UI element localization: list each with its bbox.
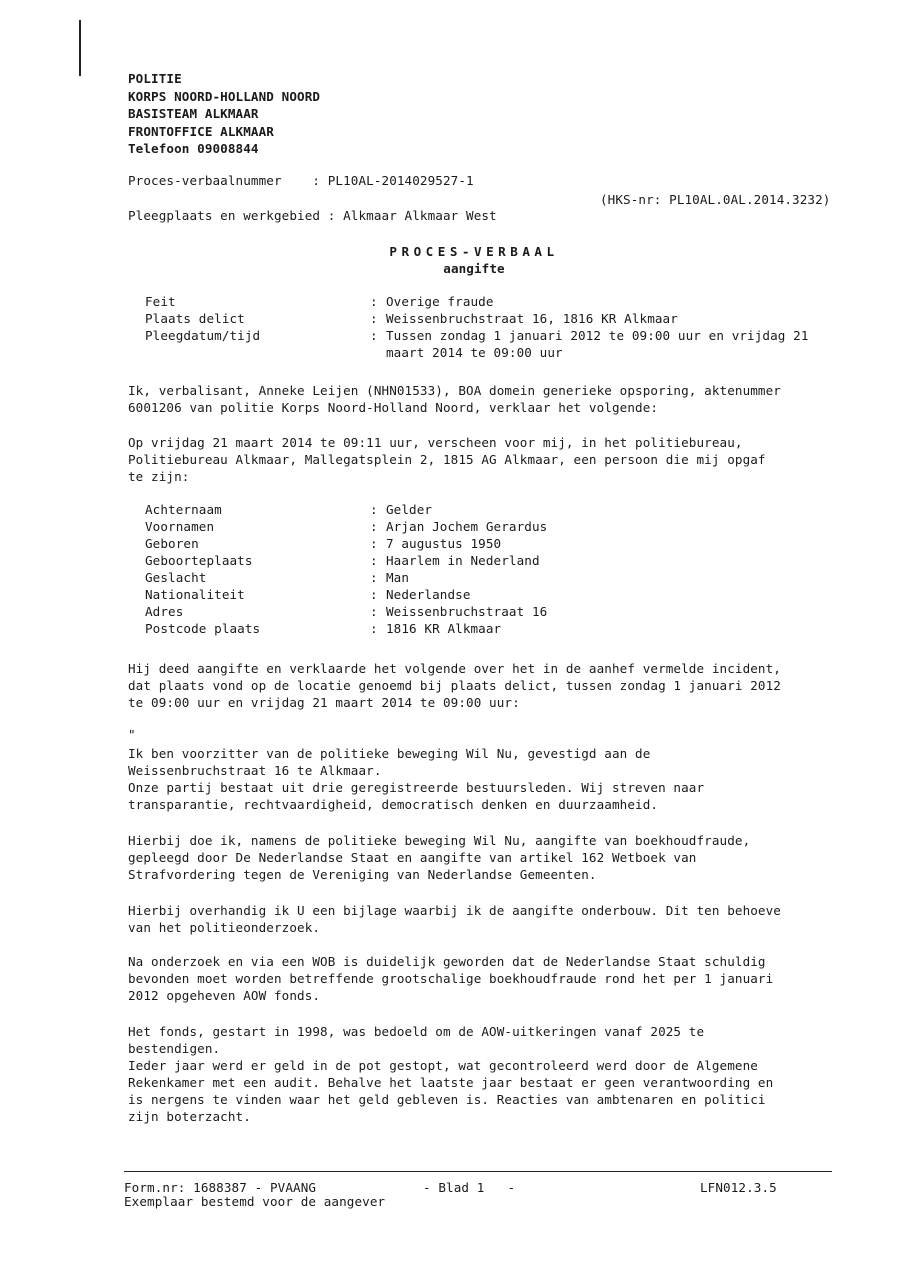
opening-quote-mark: " bbox=[128, 727, 136, 742]
person-label: Geboren bbox=[145, 536, 199, 551]
person-value: 7 augustus 1950 bbox=[386, 536, 502, 551]
colon-separator: : bbox=[370, 604, 378, 619]
person-value: Gelder bbox=[386, 502, 433, 517]
letterhead-line: FRONTOFFICE ALKMAAR bbox=[128, 123, 274, 139]
document-title: PROCES-VERBAAL bbox=[389, 244, 559, 259]
person-value: Haarlem in Nederland bbox=[386, 553, 540, 568]
person-row bbox=[145, 501, 841, 518]
colon-separator: : bbox=[370, 519, 378, 534]
person-label: Adres bbox=[145, 604, 184, 619]
fact-label: Pleegdatum/tijd bbox=[145, 328, 261, 343]
letterhead-line: Telefoon 09008844 bbox=[128, 141, 259, 156]
person-value: 1816 KR Alkmaar bbox=[386, 621, 502, 636]
fact-value: Overige fraude bbox=[386, 294, 494, 309]
colon-separator: : bbox=[370, 328, 378, 343]
letterhead-line: POLITIE bbox=[128, 71, 182, 86]
person-row bbox=[145, 620, 841, 637]
person-details bbox=[145, 501, 841, 637]
pleegplaats: Pleegplaats en werkgebied : Alkmaar Alkmaar West bbox=[128, 208, 497, 223]
form-code: LFN012.3.5 bbox=[700, 1180, 777, 1195]
document-subtitle: aangifte bbox=[443, 261, 505, 276]
intro-paragraph: Ik, verbalisant, Anneke Leijen (NHN01533), BOA domein generieke opsporing, aktenummer 6001206 van politie Korps Noord-Holland Noord, verklaar het volgende: bbox=[128, 383, 781, 415]
colon-separator: : bbox=[370, 311, 378, 326]
footer-divider bbox=[124, 1171, 832, 1172]
statement-paragraph: Ik ben voorzitter van de politieke beweging Wil Nu, gevestigd aan de Weissenbruchstraat 16 te Alkmaar. Onze partij bestaat uit drie geregistreerde bestuursleden. Wij streven naar transparantie, rechtvaardigheid, democratisch denken en duurzaamheid. bbox=[128, 746, 705, 812]
statement-paragraph: Hierbij overhandig ik U een bijlage waarbij ik de aangifte onderbouw. Dit ten behoeve van het politieonderzoek. bbox=[128, 903, 781, 935]
person-row bbox=[145, 603, 841, 620]
statement-paragraph: Het fonds, gestart in 1998, was bedoeld om de AOW-uitkeringen vanaf 2025 te bestendigen. Ieder jaar werd er geld in de pot gestopt, wat gecontroleerd werd door de Algemene Rekenkamer met een audit. Behalve het laatste jaar bestaat er geen verantwoording en is nergens te vinden waar het geld gebleven is. Reacties van ambtenaren en politici zijn boterzacht. bbox=[128, 1024, 774, 1124]
colon-separator: : bbox=[370, 587, 378, 602]
person-label: Achternaam bbox=[145, 502, 222, 517]
person-row bbox=[145, 518, 841, 535]
scan-margin-mark bbox=[79, 20, 81, 76]
fact-row bbox=[145, 327, 841, 361]
statement-paragraph: Hierbij doe ik, namens de politieke beweging Wil Nu, aangifte van boekhoudfraude, gepleegd door De Nederlandse Staat en aangifte van artikel 162 Wetboek van Strafvordering tegen de Vereniging van Nederlandse Gemeenten. bbox=[128, 833, 751, 882]
fact-label: Feit bbox=[145, 294, 176, 309]
fact-row bbox=[145, 293, 841, 310]
copy-designation: Exemplaar bestemd voor de aangever bbox=[124, 1194, 386, 1209]
colon-separator: : bbox=[370, 621, 378, 636]
person-row bbox=[145, 569, 841, 586]
fact-value: Tussen zondag 1 januari 2012 te 09:00 uur en vrijdag 21 maart 2014 te 09:00 uur bbox=[386, 328, 809, 360]
person-value: Arjan Jochem Gerardus bbox=[386, 519, 548, 534]
person-label: Voornamen bbox=[145, 519, 215, 534]
colon-separator: : bbox=[370, 570, 378, 585]
proces-verbaalnummer: Proces-verbaalnummer : PL10AL-2014029527-1 bbox=[128, 173, 474, 188]
fact-value: Weissenbruchstraat 16, 1816 KR Alkmaar bbox=[386, 311, 678, 326]
person-row bbox=[145, 552, 841, 569]
colon-separator: : bbox=[370, 553, 378, 568]
person-label: Geslacht bbox=[145, 570, 207, 585]
person-value: Nederlandse bbox=[386, 587, 471, 602]
declaration-intro: Hij deed aangifte en verklaarde het volgende over het in de aanhef vermelde incident, dat plaats vond op de locatie genoemd bij plaats delict, tussen zondag 1 januari 2012 te 09:00 uur en vrijdag 21 maart 2014 te 09:00 uur: bbox=[128, 661, 781, 710]
colon-separator: : bbox=[370, 502, 378, 517]
letterhead bbox=[128, 70, 320, 158]
person-label: Postcode plaats bbox=[145, 621, 261, 636]
person-value: Man bbox=[386, 570, 410, 585]
form-number: Form.nr: 1688387 - PVAANG bbox=[124, 1180, 317, 1195]
colon-separator: : bbox=[370, 294, 378, 309]
fact-label: Plaats delict bbox=[145, 311, 245, 326]
colon-separator: : bbox=[370, 536, 378, 551]
person-row bbox=[145, 535, 841, 552]
appearance-paragraph: Op vrijdag 21 maart 2014 te 09:11 uur, verscheen voor mij, in het politiebureau, Politiebureau Alkmaar, Mallegatsplein 2, 1815 AG Alkmaar, een persoon die mij opgaf te zijn: bbox=[128, 435, 766, 484]
incident-facts bbox=[145, 293, 841, 361]
person-row bbox=[145, 586, 841, 603]
person-label: Geboorteplaats bbox=[145, 553, 253, 568]
letterhead-line: BASISTEAM ALKMAAR bbox=[128, 106, 259, 121]
person-value: Weissenbruchstraat 16 bbox=[386, 604, 548, 619]
hks-number: (HKS-nr: PL10AL.0AL.2014.3232) bbox=[600, 192, 831, 207]
letterhead-line: KORPS NOORD-HOLLAND NOORD bbox=[128, 88, 321, 104]
statement-paragraph: Na onderzoek en via een WOB is duidelijk geworden dat de Nederlandse Staat schuldig bevonden moet worden betreffende grootschalige boekhoudfraude rond het per 1 januari 2012 opgeheven AOW fonds. bbox=[128, 954, 774, 1003]
page-number: - Blad 1 - bbox=[423, 1180, 516, 1195]
fact-row bbox=[145, 310, 841, 327]
person-label: Nationaliteit bbox=[145, 587, 245, 602]
